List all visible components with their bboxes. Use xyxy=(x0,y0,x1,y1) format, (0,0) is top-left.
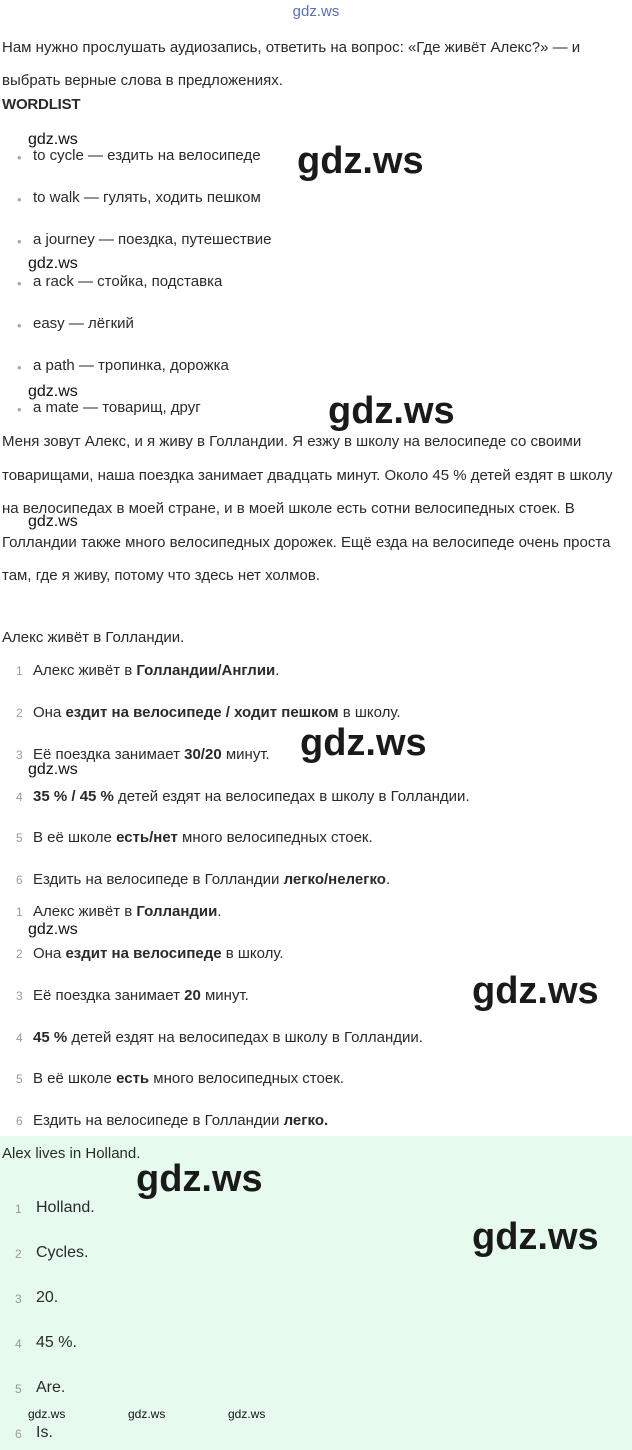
option-sentence: Она ездит на велосипеде / ходит пешком в школу. xyxy=(33,704,401,721)
answer-sentence: В её школе есть много велосипедных стоек. xyxy=(33,1070,344,1087)
watermark-tiny: gdz.ws xyxy=(228,1407,266,1421)
wordlist-item: a path — тропинка, дорожка xyxy=(33,357,229,374)
wordlist-item: to walk — гулять, ходить пешком xyxy=(33,189,261,206)
short-answer: Are. xyxy=(36,1379,66,1396)
item-number: 6 xyxy=(15,1427,22,1441)
item-number: 1 xyxy=(16,664,23,678)
english-answers-panel xyxy=(0,1136,632,1450)
wordlist-heading: WORDLIST xyxy=(2,96,81,113)
answer-sentence: Она ездит на велосипеде в школу. xyxy=(33,945,284,962)
item-number: 6 xyxy=(16,1114,23,1128)
watermark-small: gdz.ws xyxy=(28,255,78,272)
item-number: 5 xyxy=(16,1072,23,1086)
answer-sentence: Её поездка занимает 20 минут. xyxy=(33,987,249,1004)
watermark-tiny: gdz.ws xyxy=(28,1407,66,1421)
short-answer: Is. xyxy=(36,1424,53,1441)
bullet: • xyxy=(17,318,22,333)
bullet: • xyxy=(17,234,22,249)
option-sentence: Алекс живёт в Голландии/Англии. xyxy=(33,662,280,679)
item-number: 5 xyxy=(16,831,23,845)
item-number: 6 xyxy=(16,873,23,887)
watermark: gdz.ws xyxy=(300,722,427,764)
watermark-small: gdz.ws xyxy=(28,513,78,530)
bullet: • xyxy=(17,150,22,165)
watermark-small: gdz.ws xyxy=(28,383,78,400)
wordlist-item: easy — лёгкий xyxy=(33,315,134,332)
bullet: • xyxy=(17,192,22,207)
translation-paragraph: Меня зовут Алекс, и я живу в Голландии. Я езжу в школу на велосипеде со своими товарищами, наша поездка занимает двадцать минут. Около 45 % детей ездят в школу на велосипедах в моей стране, и в моей школе есть сотни велосипедных стоек. В Голландии также много велосипедных дорожек. Ещё езда на велосипеде очень проста там, где я живу, потому что здесь нет холмов. xyxy=(2,433,613,584)
wordlist-item: a mate — товарищ, друг xyxy=(33,399,201,416)
short-answer: Holland. xyxy=(36,1199,95,1216)
short-answer: 45 %. xyxy=(36,1334,77,1351)
answer-sentence: Алекс живёт в Голландии. xyxy=(33,903,222,920)
item-number: 2 xyxy=(16,947,23,961)
answer-ru: Алекс живёт в Голландии. xyxy=(2,629,185,646)
answer-sentence: 45 % детей ездят на велосипедах в школу в Голландии. xyxy=(33,1029,423,1046)
wordlist-item: a rack — стойка, подставка xyxy=(33,273,223,290)
wordlist-item: to cycle — ездить на велосипеде xyxy=(33,147,261,164)
item-number: 2 xyxy=(16,706,23,720)
short-answer: 20. xyxy=(36,1289,59,1306)
item-number: 5 xyxy=(15,1382,22,1396)
bullet: • xyxy=(17,276,22,291)
option-sentence: Её поездка занимает 30/20 минут. xyxy=(33,746,270,763)
watermark: gdz.ws xyxy=(297,140,424,182)
item-number: 1 xyxy=(15,1202,22,1216)
item-number: 3 xyxy=(16,748,23,762)
item-number: 4 xyxy=(16,790,23,804)
site-header[interactable]: gdz.ws xyxy=(292,3,340,20)
short-answer: Cycles. xyxy=(36,1244,89,1261)
bullet: • xyxy=(17,360,22,375)
watermark: gdz.ws xyxy=(472,970,599,1012)
item-number: 3 xyxy=(16,989,23,1003)
item-number: 4 xyxy=(15,1337,22,1351)
option-sentence: 35 % / 45 % детей ездят на велосипедах в школу в Голландии. xyxy=(33,788,470,805)
watermark-small: gdz.ws xyxy=(28,761,78,778)
option-sentence: Ездить на велосипеде в Голландии легко/нелегко. xyxy=(33,871,391,888)
item-number: 1 xyxy=(16,905,23,919)
item-number: 2 xyxy=(15,1247,22,1261)
watermark-tiny: gdz.ws xyxy=(128,1407,166,1421)
watermark: gdz.ws xyxy=(328,390,455,432)
bullet: • xyxy=(17,402,22,417)
watermark: gdz.ws xyxy=(472,1216,599,1258)
option-sentence: В её школе есть/нет много велосипедных стоек. xyxy=(33,829,373,846)
answer-sentence: Ездить на велосипеде в Голландии легко. xyxy=(33,1112,329,1129)
watermark: gdz.ws xyxy=(136,1158,263,1200)
wordlist-item: a journey — поездка, путешествие xyxy=(33,231,272,248)
answer-en: Alex lives in Holland. xyxy=(2,1145,141,1162)
item-number: 4 xyxy=(16,1031,23,1045)
watermark-small: gdz.ws xyxy=(28,921,78,938)
watermark-small: gdz.ws xyxy=(28,131,78,148)
task-intro: Нам нужно прослушать аудиозапись, ответить на вопрос: «Где живёт Алекс?» — и выбрать верные слова в предложениях. xyxy=(2,39,581,89)
item-number: 3 xyxy=(15,1292,22,1306)
